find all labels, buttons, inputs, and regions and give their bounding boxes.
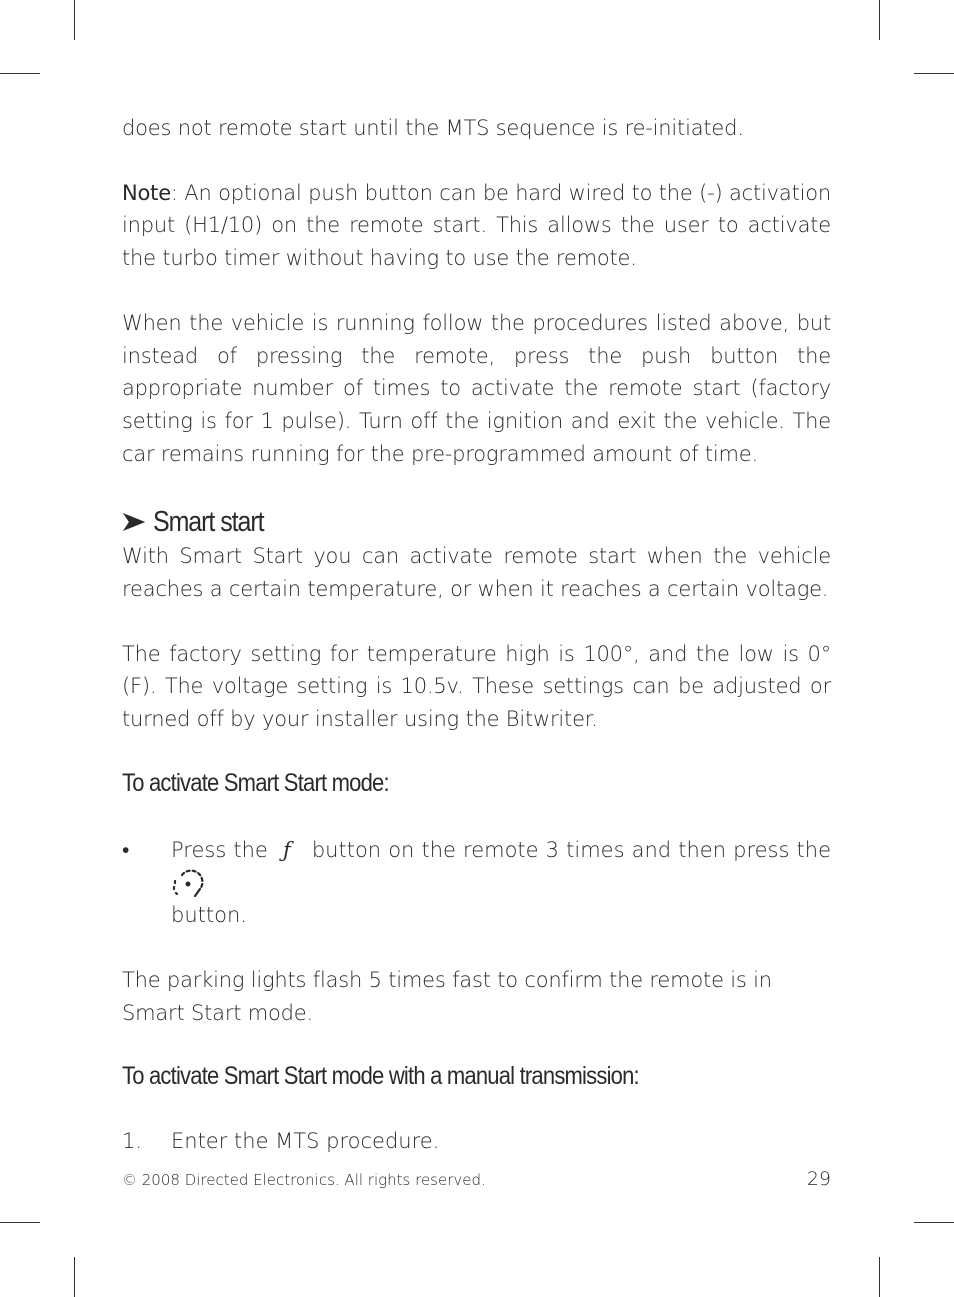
- confirm-paragraph: The parking lights flash 5 times fast to confirm the remote is in Smart Start mode.: [122, 967, 772, 1025]
- page-footer: [122, 1168, 831, 1190]
- crop-mark: [914, 1222, 954, 1223]
- note-paragraph: [122, 177, 831, 275]
- crop-mark: [914, 73, 954, 74]
- crop-mark: [74, 0, 75, 40]
- push-button-paragraph: When the vehicle is running follow the procedures listed above, but instead of pressing the remote, press the push button the appropriate number of times to activate the remote start (factory setting is for 1 pulse). Turn off the ignition and exit the vehicle. The car remains running for the pre-programmed amount of time.: [122, 310, 831, 466]
- note-label: Note: [122, 180, 171, 205]
- step-text: Enter the MTS procedure.: [171, 1129, 440, 1154]
- numbered-step: [122, 1125, 831, 1158]
- subsection-title-activate: To activate Smart Start mode:: [122, 768, 389, 797]
- crop-mark: [0, 73, 40, 74]
- subsection-title-manual: To activate Smart Start mode with a manual transmission:: [122, 1062, 639, 1091]
- crop-mark: [879, 1257, 880, 1297]
- crop-mark: [879, 0, 880, 40]
- bullet-item: [122, 834, 831, 932]
- arrow-bullet-icon: [122, 512, 146, 532]
- crop-mark: [74, 1257, 75, 1297]
- function-f-icon: ƒ: [282, 837, 291, 862]
- note-text: : An optional push button can be hard wired to the (-) activation input (H1/10) on the remote start. This allows the user to activate the turbo timer without having to use the remote.: [122, 180, 831, 271]
- section-title-text: Smart start: [152, 506, 264, 539]
- remote-start-button-icon: [171, 869, 205, 899]
- crop-mark: [0, 1222, 40, 1223]
- paragraph-continuation: does not remote start until the MTS sequence is re-initiated.: [122, 116, 744, 140]
- bullet-text: Press the ƒ button on the remote 3 times and then press the button.: [171, 837, 831, 928]
- page-content: [122, 112, 831, 1158]
- bullet-marker: •: [122, 837, 130, 862]
- step-number: 1.: [122, 1129, 143, 1154]
- section-title-smart-start: [122, 504, 732, 540]
- page-number: 29: [806, 1168, 831, 1190]
- smart-start-settings: The factory setting for temperature high is 100°, and the low is 0° (F). The voltage setting is 10.5v. These settings can be adjusted or turned off by your installer using the Bitwriter.: [122, 641, 831, 732]
- smart-start-intro: With Smart Start you can activate remote start when the vehicle reaches a certain temperature, or when it reaches a certain voltage.: [122, 544, 831, 602]
- copyright-text: © 2008 Directed Electronics. All rights reserved.: [122, 1171, 486, 1189]
